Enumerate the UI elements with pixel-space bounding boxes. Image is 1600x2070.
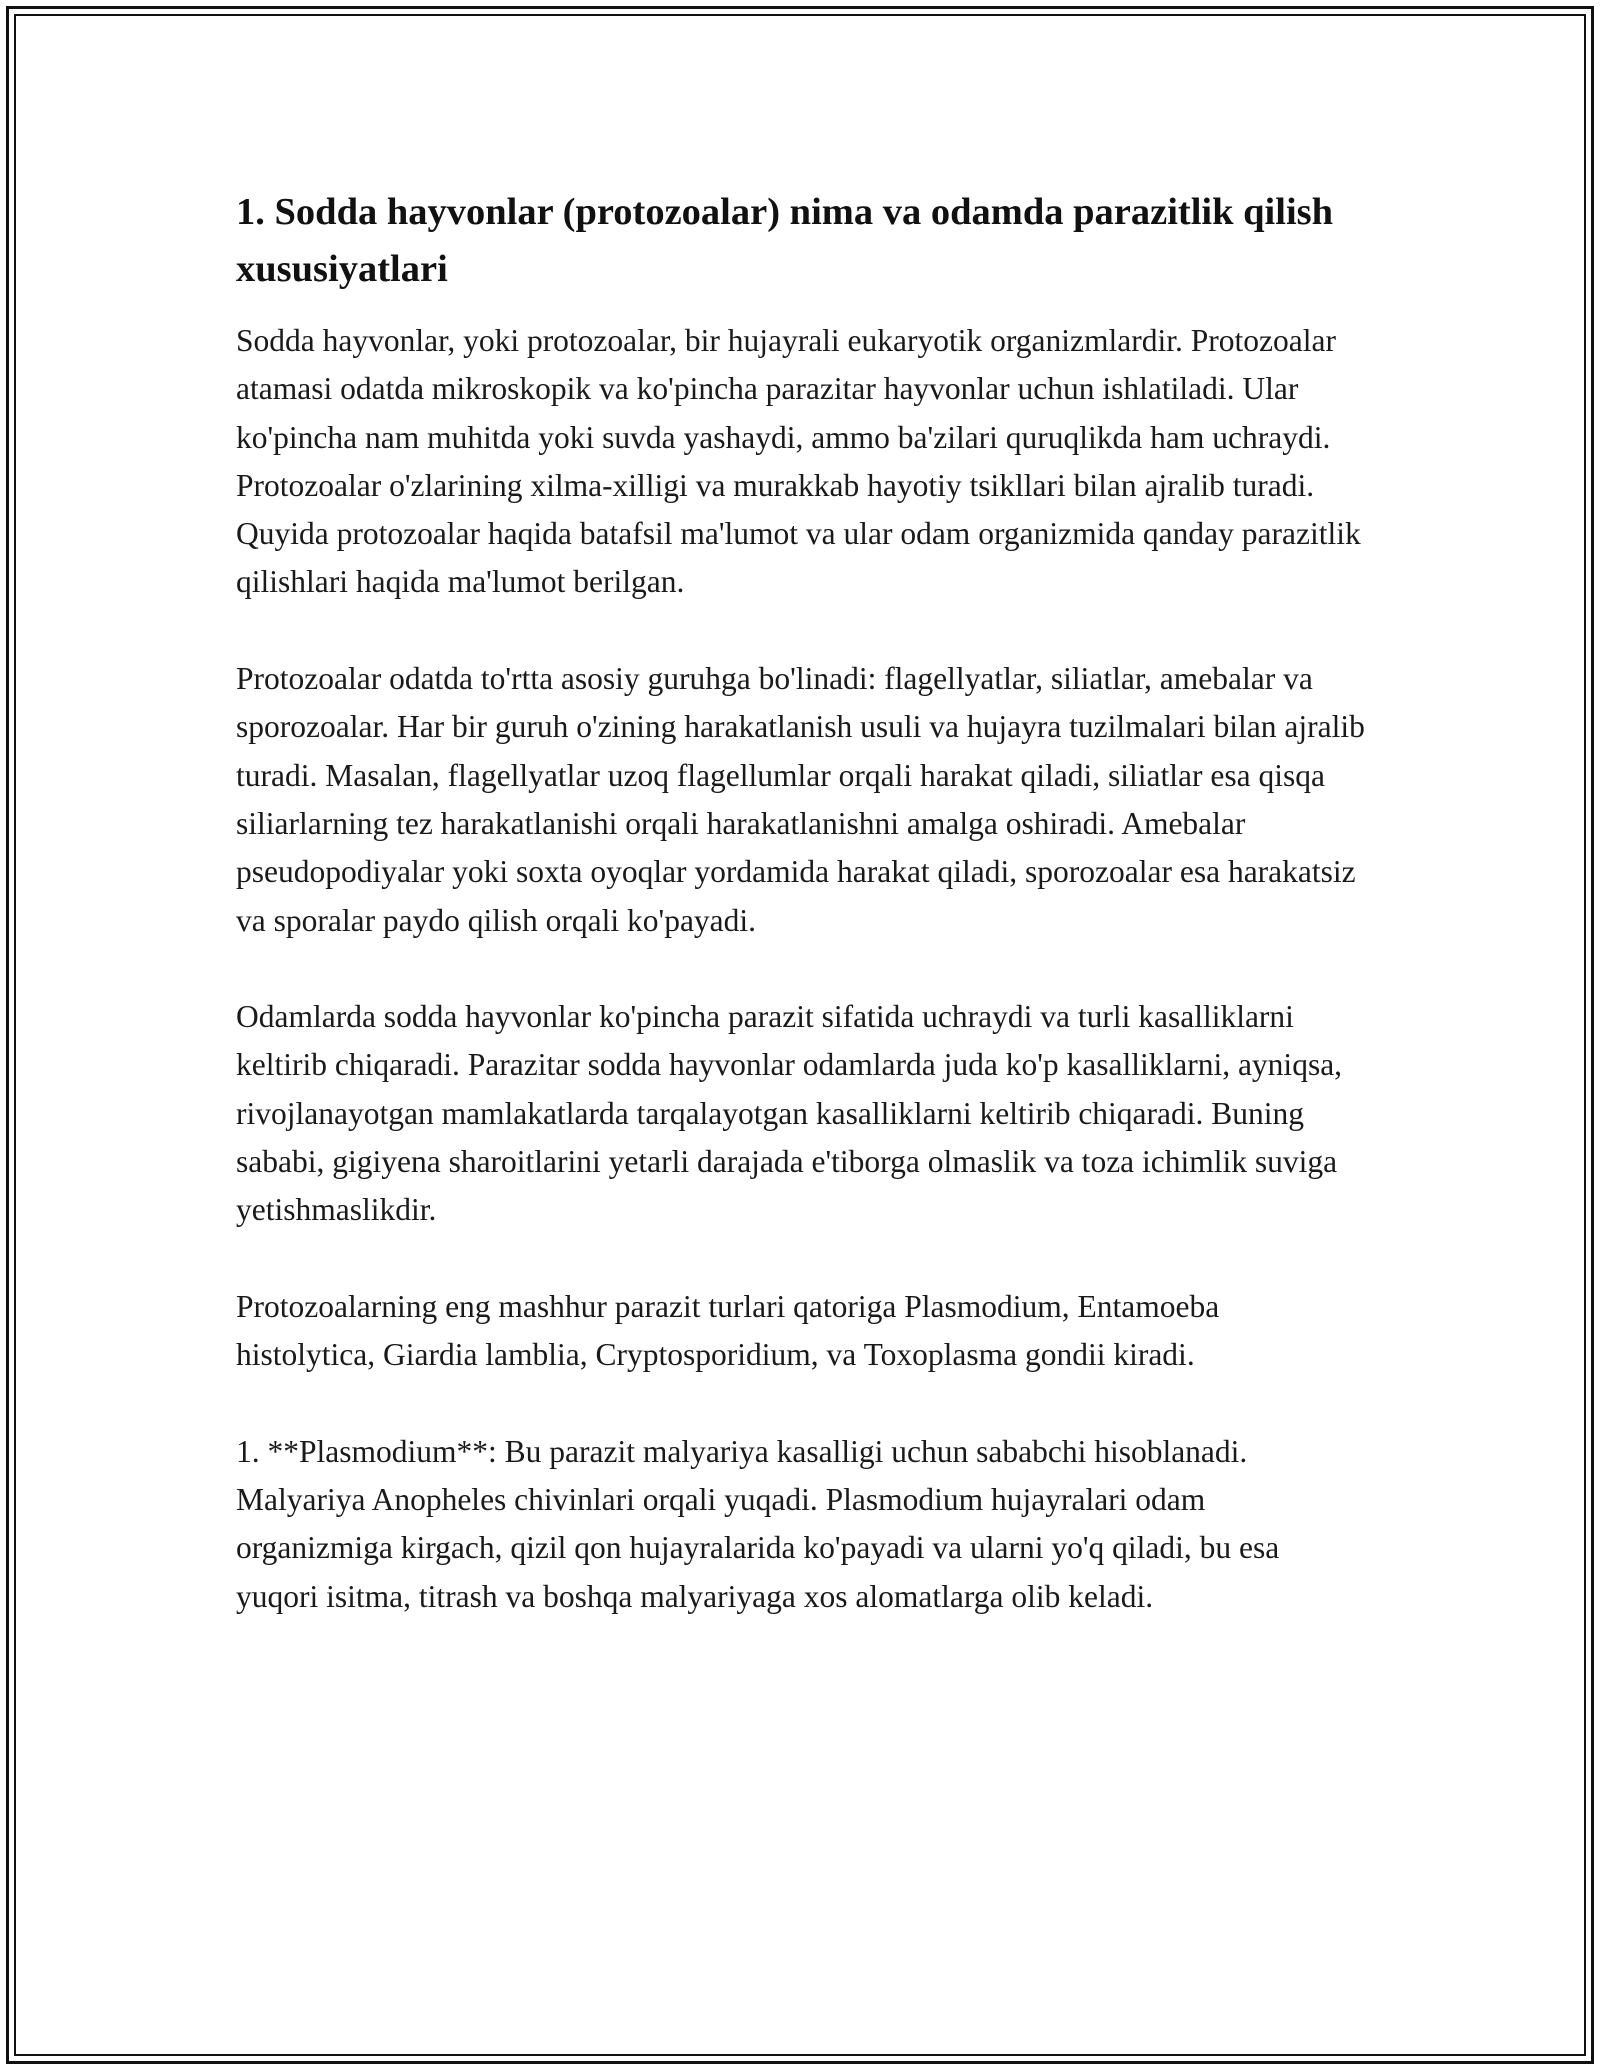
paragraph-groups: Protozoalar odatda to'rtta asosiy guruhga bo'linadi: flagellyatlar, siliatlar, amebalar va sporozoalar. Har bir guruh o'zining harakatlanish usuli va hujayra tuzilmalari bilan ajralib turadi. Masalan, flagellyatlar uzoq flagellumlar orqali harakat qiladi, siliatlar esa qisqa siliarlarning tez harakatlanishi orqali harakatlanishni amalga oshiradi. Amebalar pseudopodiyalar yoki soxta oyoqlar yordamida harakat qiladi, sporozoalar esa harakatsiz va sporalar paydo qilish orqali ko'payadi. (236, 661, 1365, 938)
paragraph-known-species: Protozoalarning eng mashhur parazit turlari qatoriga Plasmodium, Entamoeba histolytica, Giardia lamblia, Cryptosporidium, va Toxoplasma gondii kiradi. (236, 1288, 1220, 1373)
paragraph-human-parasites: Odamlarda sodda hayvonlar ko'pincha parazit sifatida uchraydi va turli kasalliklarni keltirib chiqaradi. Parazitar sodda hayvonlar odamlarda juda ko'p kasalliklarni, ayniqsa, rivojlanayotgan mamlakatlarda tarqalayotgan kasalliklarni keltirib chiqaradi. Buning sababi, gigiyena sharoitlarini yetarli darajada e'tiborga olmaslik va toza ichimlik suviga yetishmaslikdir. (236, 999, 1343, 1228)
document-body (236, 184, 1366, 1669)
paragraph-plasmodium: 1. **Plasmodium**: Bu parazit malyariya kasalligi uchun sababchi hisoblanadi. Malyariya Anopheles chivinlari orqali yuqadi. Plasmodium hujayralari odam organizmiga kirgach, qizil qon hujayralarida ko'payadi va ularni yo'q qiladi, bu esa yuqori isitma, titrash va boshqa malyariyaga xos alomatlarga olib keladi. (236, 1433, 1280, 1614)
section-heading: 1. Sodda hayvonlar (protozoalar) nima va odamda parazitlik qilish xususiyatlari (236, 191, 1334, 290)
paragraph-intro: Sodda hayvonlar, yoki protozoalar, bir hujayrali eukaryotik organizmlardir. Protozoalar atamasi odatda mikroskopik va ko'pincha parazitar hayvonlar uchun ishlatiladi. Ular ko'pincha nam muhitda yoki suvda yashaydi, ammo ba'zilari quruqlikda ham uchraydi. Protozoalar o'zlarining xilma-xilligi va murakkab hayotiy tsikllari bilan ajralib turadi. Quyida protozoalar haqida batafsil ma'lumot va ular odam organizmida qanday parazitlik qilishlari haqida ma'lumot berilgan. (236, 323, 1361, 600)
